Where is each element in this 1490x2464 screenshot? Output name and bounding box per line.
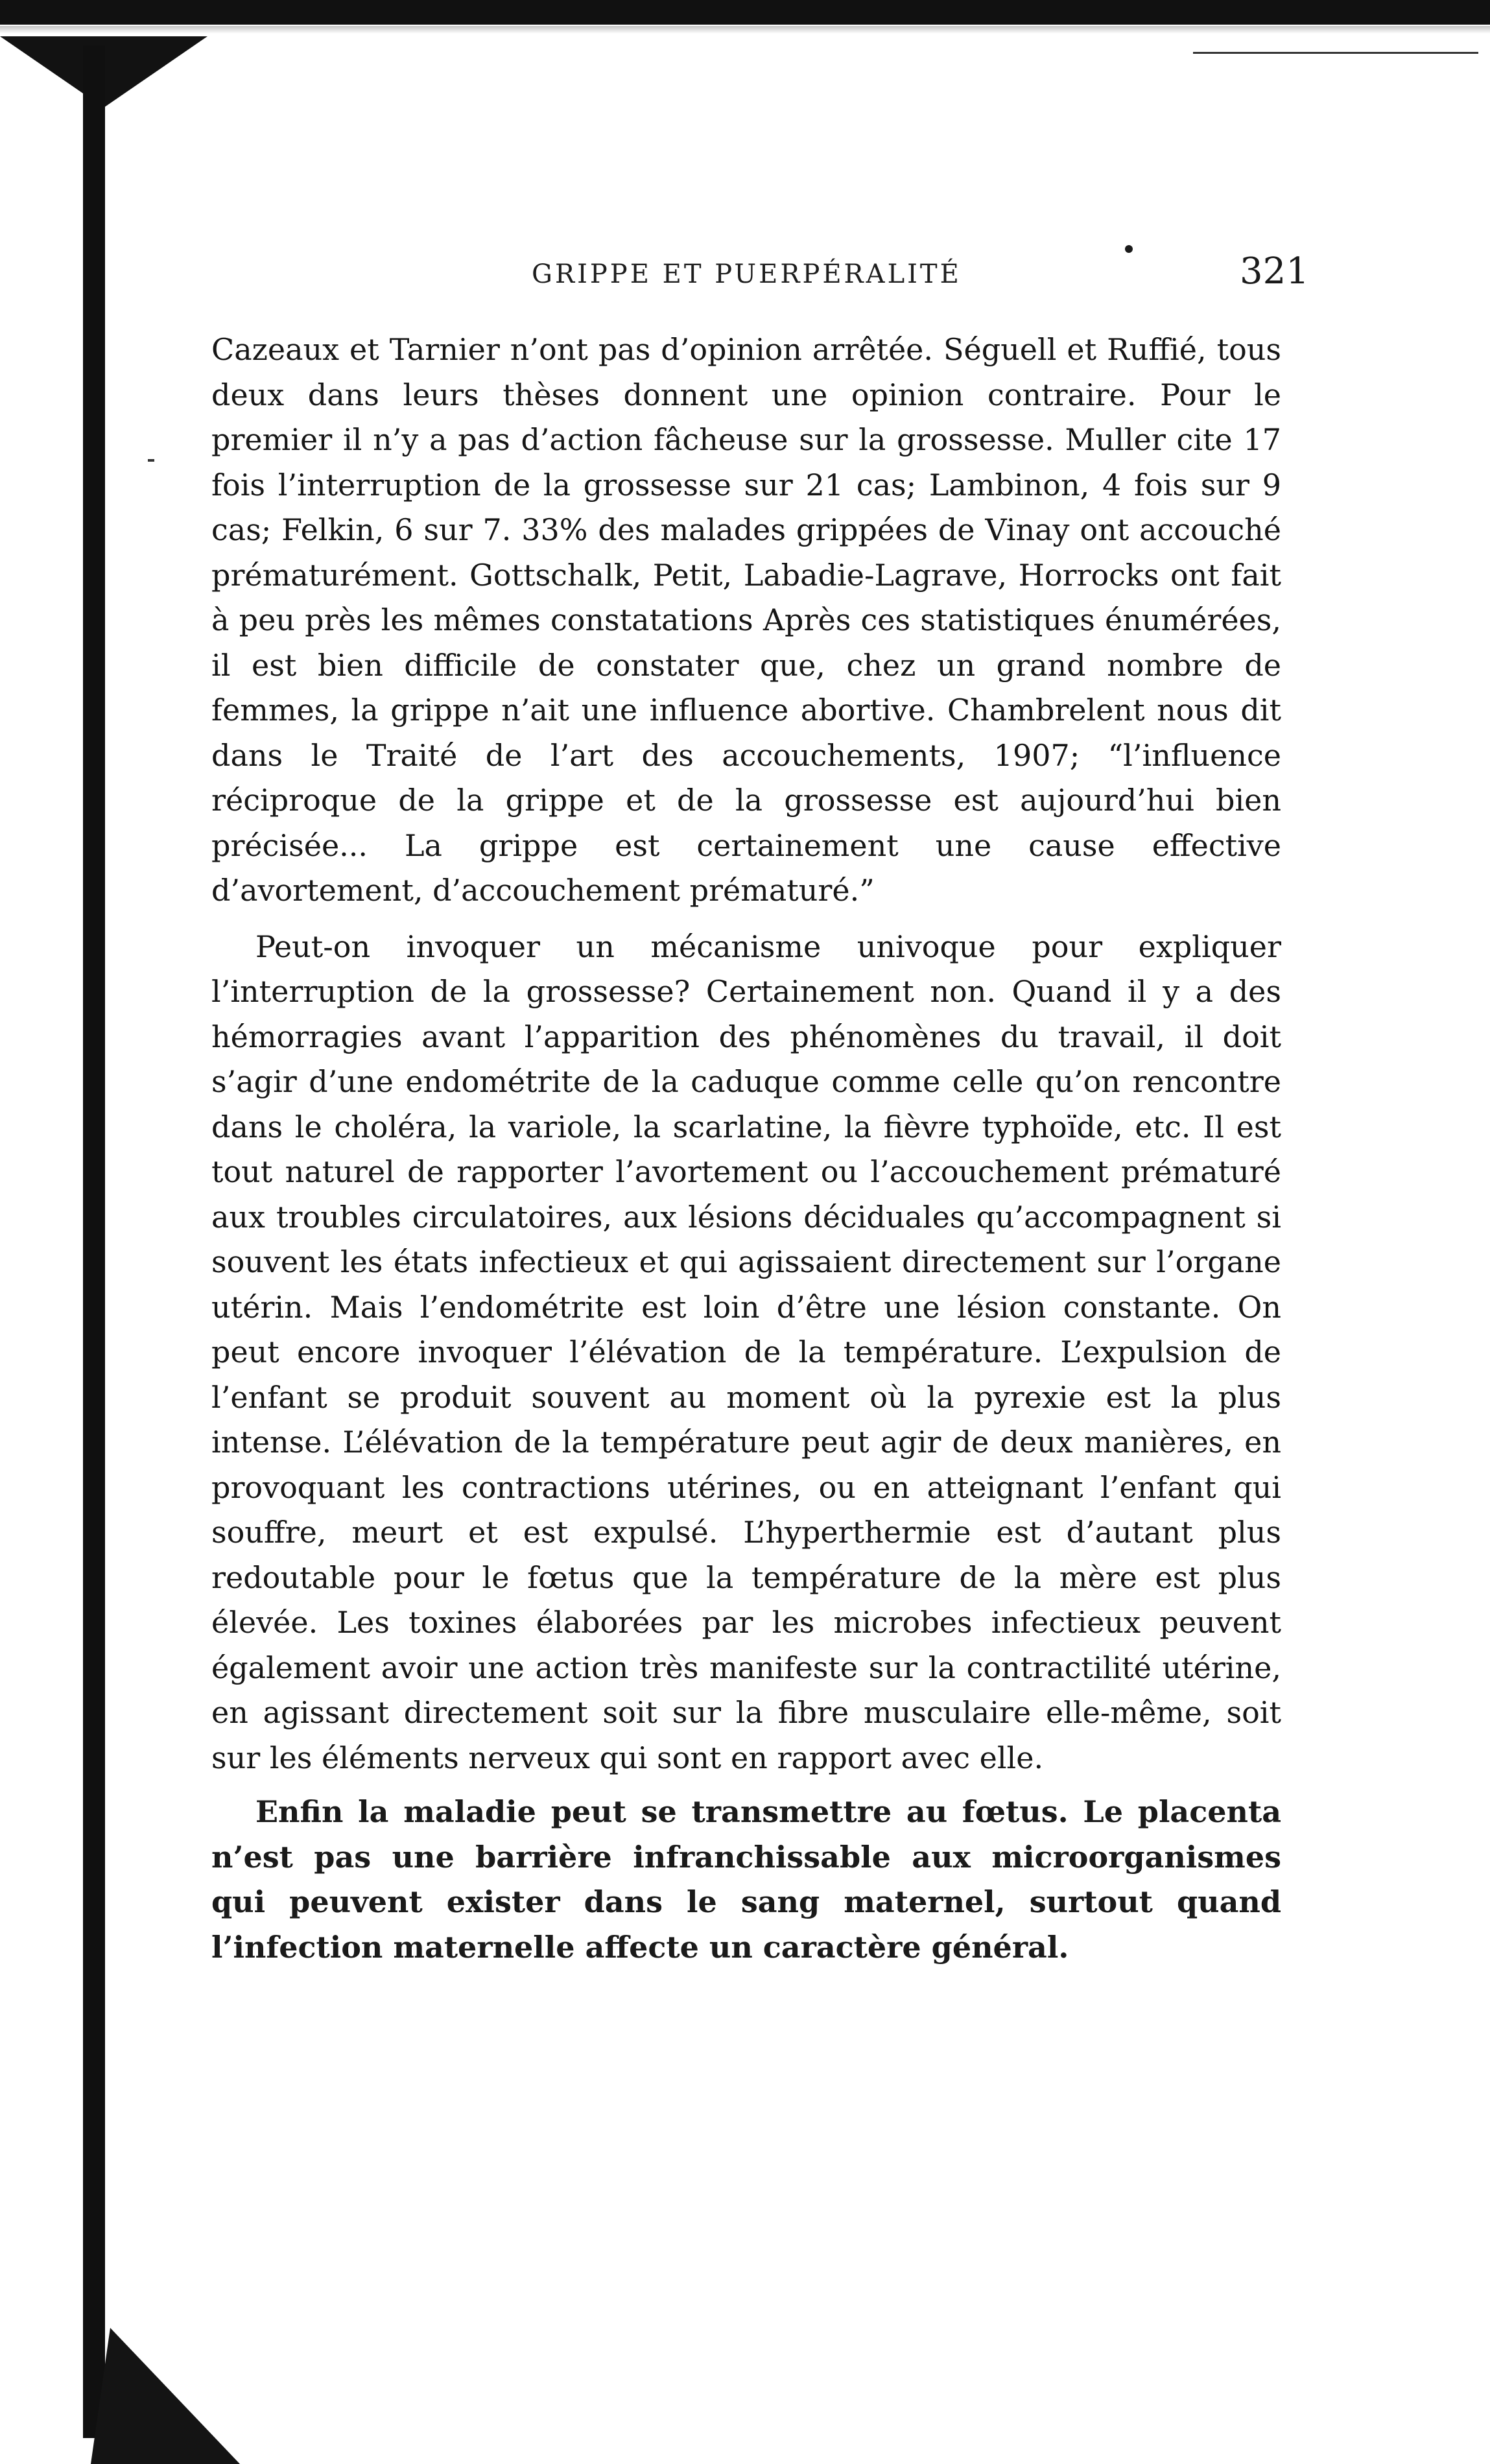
scan-top-edge (0, 0, 1490, 25)
paragraph-2: Peut-on invoquer un mécanisme univoque pour expliquer l’interruption de la grossesse? Certainement non. Quand il y a des hémorragies avant l’apparition des phénomènes du travail, il doit s’agir d’une endométrite de la caduque comme celle qu’on rencontre dans le choléra, la variole, la scarlatine, la fièvre typhoïde, etc. Il est tout naturel de rapporter l’avortement ou l’accouchement prématuré aux troubles circulatoires, aux lésions déciduales qu’accompagnent si souvent les états infectieux et qui agissaient directement sur l’organe utérin. Mais l’endométrite est loin d’être une lésion constante. On peut encore invoquer l’élévation de la température. L’expulsion de l’enfant se produit souvent au moment où la pyrexie est la plus intense. L’élévation de la température peut agir de deux manières, en provoquant les contractions utérines, ou en atteignant l’enfant qui souffre, meurt et est expulsé. L’hyperthermie est d’autant plus redoutable pour le fœtus que la température de la mère est plus élevée. Les toxines élaborées par les microbes infectieux peuvent également avoir une action très manifeste sur la contractilité utérine, en agissant directement soit sur la fibre musculaire elle-même, soit sur les éléments nerveux qui sont en rapport avec elle. (211, 929, 1281, 1775)
page-number: 321 (1240, 250, 1309, 292)
page-header (0, 245, 1490, 303)
paragraph-1: Cazeaux et Tarnier n’ont pas d’opinion arrêtée. Séguell et Ruffié, tous deux dans leurs thèses donnent une opinion contraire. Pour le premier il n’y a pas d’action fâcheuse sur la grossesse. Muller cite 17 fois l’interruption de la grossesse sur 21 cas; Lambinon, 4 fois sur 9 cas; Felkin, 6 sur 7. 33% des malades grippées de Vinay ont accouché prématurément. Gottschalk, Petit, Labadie-Lagrave, Horrocks ont fait à peu près les mêmes constatations Après ces statistiques énumérées, il est bien difficile de constater que, chez un grand nombre de femmes, la grippe n’ait une influence abortive. Chambrelent nous dit dans le Traité de l’art des accouchements, 1907; “l’influence réciproque de la grippe et de la grossesse est aujourd’hui bien précisée... La grippe est certainement une cause effective d’avortement, d’accouchement prématuré.” (211, 332, 1281, 908)
paragraph-3: Enfin la maladie peut se transmettre au fœtus. Le placenta n’est pas une barrière infranchissable aux microorganismes qui peuvent exister dans le sang maternel, surtout quand l’infection maternelle affecte un caractère général. (211, 1794, 1281, 1965)
running-head: GRIPPE ET PUERPÉRALITÉ (532, 259, 962, 289)
body-text (211, 327, 1281, 1970)
binding-tuft-bottom (91, 2328, 240, 2464)
binding-edge (83, 45, 105, 2438)
scan-top-shadow (0, 26, 1490, 34)
ink-dot (1125, 245, 1133, 253)
margin-mark (148, 459, 154, 462)
scan-top-line (1193, 52, 1478, 54)
